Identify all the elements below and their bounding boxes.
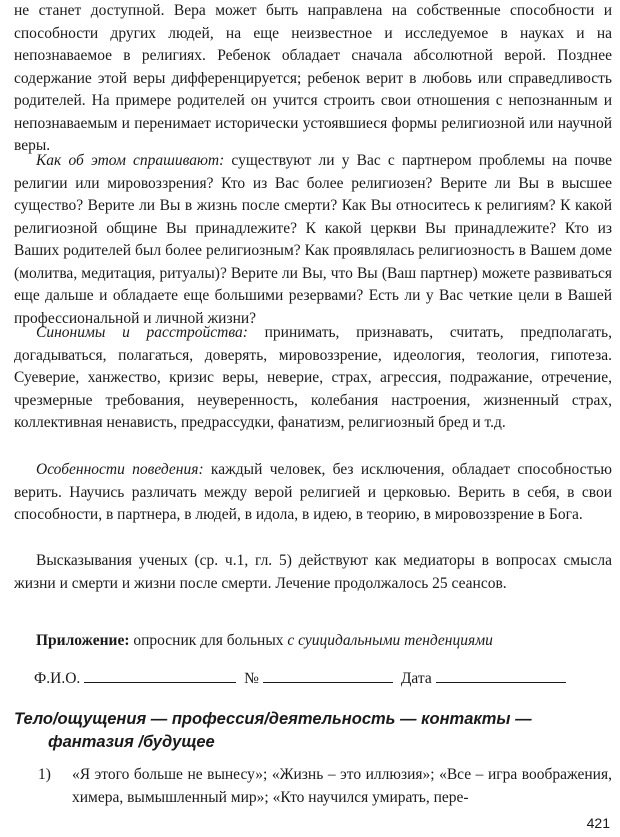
- appendix-text: опросник для больных: [129, 632, 288, 649]
- questions-lead: Как об этом спрашивают:: [36, 152, 225, 169]
- appendix-label: Приложение:: [36, 632, 130, 649]
- paragraph-synonyms: [14, 322, 612, 435]
- heading-line1: Тело/ощущения — профессия/деятельность — контакты —: [14, 710, 532, 728]
- behavior-text: каждый человек, без исключения, обладает способностью верить. Научись различать между верой религией и церковью. Верить в себя, в свои способности, в партнера, в людей, в идола, в идею, в теорию, в мировоззрение в Бога.: [14, 461, 612, 523]
- synonyms-text: принимать, признавать, считать, предполагать, догадываться, полагаться, доверять, мировоззрение, идеология, теология, гипотеза. Суеверие, ханжество, кризис веры, неверие, страх, агрессия, подражание, отречение, чрезмерные требования, неуверенность, колебания настроения, жизненный страх, коллективная ненависть, предрассудки, фанатизм, религиозный бред и т.д.: [14, 324, 612, 431]
- list-item-number: 1): [38, 766, 51, 783]
- paragraph-faith-text: не станет доступной. Вера может быть направлена на собственные способности и способности других людей, на еще неизвестное и исследуемое в науках и на непознаваемое в религиях. Ребенок обладает сначала абсолютной верой. Позднее содержание этой веры дифференцируется; ребенок верит в любовь или справедливость родителей. На примере родителей он учится строить свои отношения с непознанным и непознаваемым и перенимает исторически устоявшиеся формы религиозной или научной веры.: [14, 2, 612, 154]
- section-heading: [14, 708, 612, 754]
- questions-text: существуют ли у Вас с партнером проблемы на почве религии или мировоззрения? Кто из Вас более религиозен? Верите ли Вы в высшее существо? Верите ли Вы в жизнь после смерти? Как Вы относитесь к религиям? К какой религиозной общине Вы принадлежите? К какой церкви Вы принадлежите? Кто из Ваших родителей был более религиозным? Как проявлялась религиозность в Вашем доме (молитва, медитация, ритуалы)? Верите ли Вы, что Вы (Ваш партнер) можете развиваться еще дальше и обладаете еще большими резервами? Есть ли у Вас четкие цели в Вашей профессиональной и личной жизни?: [14, 152, 612, 327]
- paragraph-conclusion: [14, 550, 612, 595]
- appendix-italic: с суицидальными тенденциями: [287, 632, 493, 649]
- appendix-line: [14, 630, 612, 653]
- list-item: «Я этого больше не вынесу»; «Жизнь – это иллюзия»; «Все – игра воображения, химера, вымышленный мир»; «Кто научился умирать, пере-: [72, 766, 612, 806]
- page-number: 421: [586, 815, 610, 831]
- paragraph-faith: [14, 0, 612, 158]
- patient-form-line: [34, 668, 604, 690]
- behavior-lead: Особенности поведения:: [36, 461, 204, 478]
- statements-list: [14, 764, 612, 809]
- number-blank[interactable]: [263, 668, 393, 683]
- number-label: №: [244, 670, 259, 687]
- paragraph-behavior: [14, 459, 612, 527]
- date-label: Дата: [400, 670, 432, 687]
- heading-line2: фантазия /будущее: [48, 733, 215, 751]
- synonyms-lead: Синонимы и расстройства:: [36, 324, 248, 341]
- date-blank[interactable]: [436, 668, 566, 683]
- conclusion-text: Высказывания ученых (ср. ч.1, гл. 5) действуют как медиаторы в вопросах смысла жизни и смерти и жизни после смерти. Лечение продолжалось 25 сеансов.: [14, 552, 612, 592]
- fio-blank[interactable]: [84, 668, 236, 683]
- fio-label: Ф.И.О.: [34, 670, 81, 687]
- paragraph-questions: [14, 150, 612, 330]
